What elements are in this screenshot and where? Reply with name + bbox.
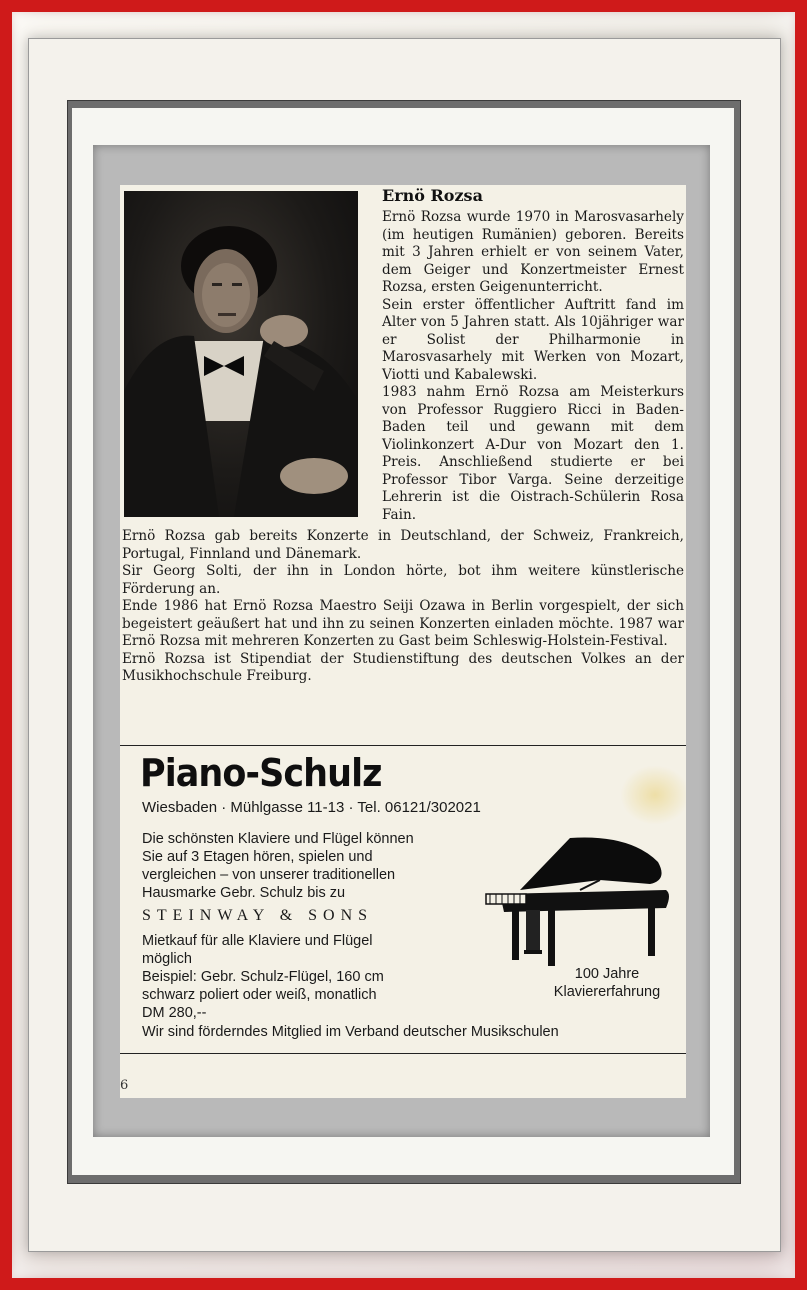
portrait-illustration xyxy=(124,191,358,517)
ad-offer xyxy=(142,932,482,1022)
ad-member-note: Wir sind förderndes Mitglied im Verband deutscher Musikschulen xyxy=(142,1024,559,1040)
page-number: 6 xyxy=(120,1078,129,1093)
article-paragraph: Ernö Rozsa gab bereits Konzerte in Deutschland, der Schweiz, Frankreich, Portugal, Finnland und Dänemark. xyxy=(122,528,684,562)
scanned-page xyxy=(120,185,686,1098)
ad-years xyxy=(532,965,682,1001)
ad-intro-line: Die schönsten Klaviere und Flügel können xyxy=(142,831,414,847)
ad-intro xyxy=(142,830,482,902)
article-paragraph: Ernö Rozsa wurde 1970 in Marosvasarhely (im heutigen Rumänien) geboren. Bereits mit 3 Jahren erhielt er von seinem Vater, dem Geiger und Konzertmeister Ernest Rozsa, ersten Geigenunterricht. xyxy=(382,209,684,295)
article-paragraph: Ende 1986 hat Ernö Rozsa Maestro Seiji Ozawa in Berlin vorgespielt, der sich begeistert geäußert hat und ihn zu seinen Konzerten einladen möchte. 1987 war Ernö Rozsa mit mehreren Konzerten zu Gast beim Schleswig-Holstein-Festival. xyxy=(122,598,684,649)
grand-piano-icon xyxy=(480,832,680,980)
ad-years-line: Klaviererfahrung xyxy=(553,984,661,1000)
ad-offer-line: möglich xyxy=(142,951,192,967)
ad-intro-line: Hausmarke Gebr. Schulz bis zu xyxy=(142,885,346,901)
ad-address: Wiesbaden · Mühlgasse 11-13 · Tel. 06121/302021 xyxy=(142,799,481,816)
article-wide-text xyxy=(122,528,684,686)
article-heading: Ernö Rozsa xyxy=(382,186,483,205)
ad-offer-line: schwarz poliert oder weiß, monatlich xyxy=(142,987,377,1003)
article-column-text xyxy=(382,209,684,524)
article-paragraph: Sein erster öffentlicher Auftritt fand im Alter von 5 Jahren statt. Als 10jähriger war er Solist der Philharmonie in Marosvasarhely mit Werken von Mozart, Viotti und Kabalewski. xyxy=(382,296,684,383)
ad-intro-line: Sie auf 3 Etagen hören, spielen und xyxy=(142,849,373,865)
ad-bottom-rule xyxy=(120,1053,686,1054)
article-paragraph: 1983 nahm Ernö Rozsa am Meisterkurs von Professor Ruggiero Ricci in Baden-Baden teil und gewann mit dem Violinkonzert A-Dur von Mozart den 1. Preis. Anschließend studierte er bei Professor Tibor Varga. Seine derzeitige Lehrerin ist die Oistrach-Schülerin Rosa Fain. xyxy=(382,384,684,523)
article-paragraph: Ernö Rozsa ist Stipendiat der Studienstiftung des deutschen Volkes an der Musikhochschule Freiburg. xyxy=(122,650,684,684)
portrait-photo xyxy=(124,191,358,517)
ad-intro-line: vergleichen – von unserer traditionellen xyxy=(142,867,396,883)
ad-offer-line: Beispiel: Gebr. Schulz-Flügel, 160 cm xyxy=(142,969,384,985)
ad-logo: Piano-Schulz xyxy=(140,751,382,795)
article-paragraph: Sir Georg Solti, der ihn in London hörte, bot ihm weitere künstlerische Förderung an. xyxy=(122,563,684,597)
ad-offer-line: DM 280,-- xyxy=(142,1005,207,1021)
paper-stain xyxy=(620,765,686,825)
ad-brand: STEINWAY & SONS xyxy=(142,907,374,924)
ad-offer-line: Mietkauf für alle Klaviere und Flügel xyxy=(142,933,373,949)
ad-years-line: 100 Jahre xyxy=(574,966,640,982)
ad-top-rule xyxy=(120,745,686,746)
